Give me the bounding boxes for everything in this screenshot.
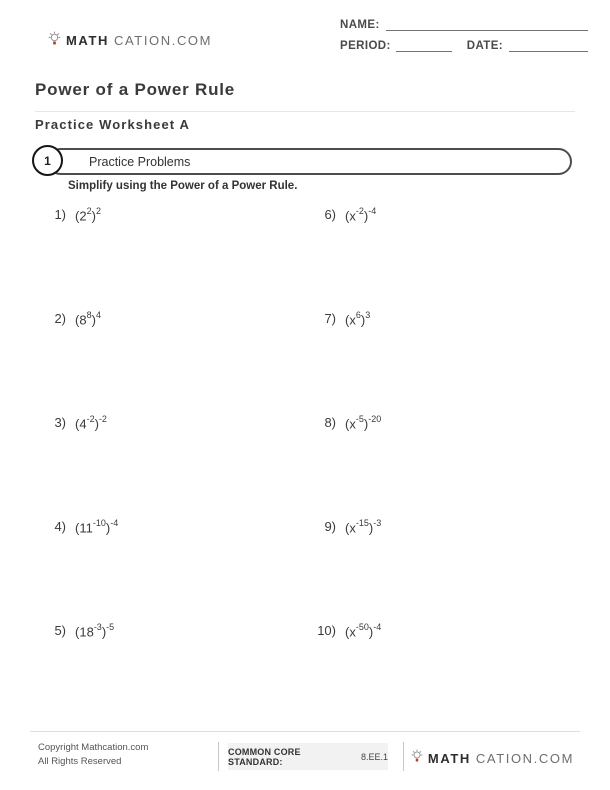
logo-text-cation: CATION.COM (113, 33, 213, 48)
problem-number: 3) (54, 415, 66, 430)
lightbulb-icon (48, 31, 61, 50)
problem-item (40, 618, 310, 722)
logo-text-math: MATH (427, 750, 471, 766)
problem-number: 6) (324, 207, 336, 222)
instruction-text: Simplify using the Power of a Power Rule. (68, 180, 298, 192)
section-title: Practice Problems (89, 154, 191, 169)
problem-number: 10) (317, 623, 336, 638)
problem-number: 2) (54, 311, 66, 326)
lightbulb-icon (411, 749, 423, 767)
problem-expression: $(x^{-15})^{-3}$ (345, 518, 382, 536)
title-rule (35, 80, 575, 112)
section-header (32, 145, 572, 177)
problem-number: 8) (324, 415, 336, 430)
date-blank-line (509, 39, 588, 52)
problem-item (310, 202, 580, 306)
page-title: Power of a Power Rule (35, 80, 236, 99)
standard-label: COMMON CORE STANDARD: (228, 746, 301, 767)
problem-expression: $(x^6)^3$ (345, 310, 371, 328)
problem-expression: $(8^8)^4$ (75, 310, 101, 328)
logo-text-cation: CATION.COM (475, 750, 574, 766)
problems-left-column (40, 202, 310, 722)
problem-expression: $(x^{-50})^{-4}$ (345, 622, 382, 640)
problem-expression: $(18^{-3})^{-5}$ (75, 622, 115, 640)
problem-item (40, 514, 310, 618)
problem-number: 4) (54, 519, 66, 534)
problem-item (40, 410, 310, 514)
problem-item (310, 306, 580, 410)
problem-number: 5) (54, 623, 66, 638)
problem-number: 7) (324, 311, 336, 326)
problem-expression: $(2^2)^2$ (75, 206, 101, 224)
name-row (340, 18, 588, 31)
footer-divider-line (30, 731, 580, 732)
problem-number: 9) (324, 519, 336, 534)
copyright-line-1: Copyright Mathcation.com (38, 742, 149, 753)
logo-text-math: MATH (66, 33, 109, 48)
copyright-line-2: All Rights Reserved (38, 756, 122, 768)
problem-item (40, 306, 310, 410)
section-number-badge: 1 (32, 145, 63, 176)
footer-vertical-divider-right (403, 742, 404, 771)
standard-value: 8.EE.1 (360, 751, 388, 762)
period-blank-line (396, 39, 452, 52)
footer-mathcation-logo (411, 749, 574, 767)
common-core-standard-badge (228, 743, 388, 770)
copyright-text (38, 741, 148, 770)
name-blank-line (386, 18, 588, 31)
date-label: DATE: (466, 40, 504, 52)
period-date-row (340, 39, 588, 52)
period-label: PERIOD: (340, 40, 391, 52)
worksheet-subtitle: Practice Worksheet A (35, 117, 190, 132)
problem-expression: $(4^{-2})^{-2}$ (75, 414, 107, 432)
problem-item (310, 618, 580, 722)
problem-item (310, 514, 580, 618)
problems-grid (40, 202, 580, 722)
problem-item (310, 410, 580, 514)
problem-item (40, 202, 310, 306)
section-pill (47, 148, 572, 175)
problem-expression: $(x^{-2})^{-4}$ (345, 206, 377, 224)
problem-expression: $(x^{-5})^{-20}$ (345, 414, 382, 432)
mathcation-logo (48, 31, 212, 50)
footer-vertical-divider-left (218, 742, 219, 771)
problem-expression: $(11^{-10})^{-4}$ (75, 518, 119, 536)
problems-right-column (310, 202, 580, 722)
problem-number: 1) (54, 207, 66, 222)
name-label: NAME: (340, 19, 380, 31)
student-info-block (340, 18, 588, 60)
